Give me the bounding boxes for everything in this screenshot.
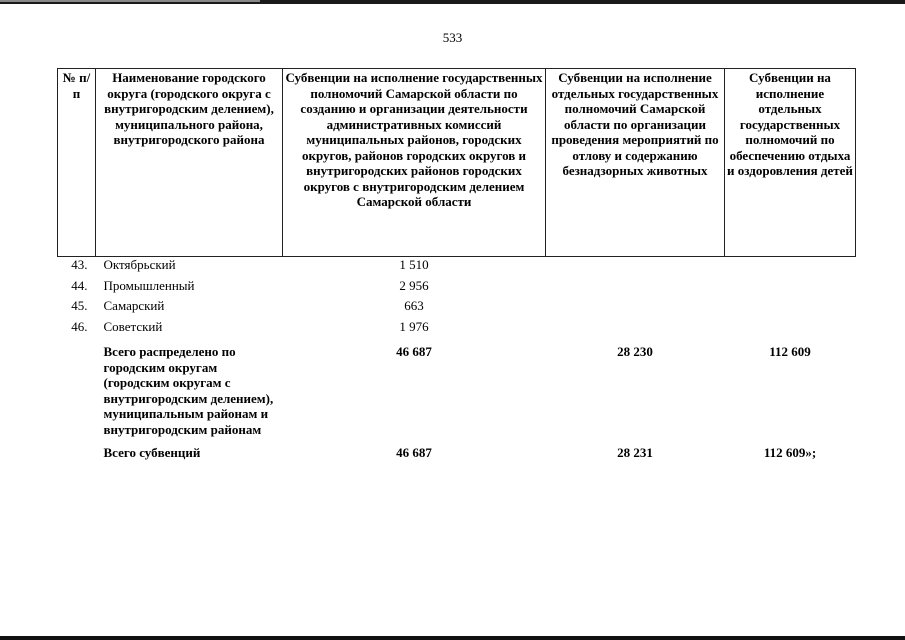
page-number: 533 — [442, 30, 463, 45]
row-col3 — [725, 319, 856, 340]
subventions-table — [57, 68, 856, 466]
header-num: № п/п — [58, 69, 96, 257]
row-col1: 1 976 — [399, 318, 429, 334]
row-col3 — [725, 278, 856, 299]
row-col2 — [546, 319, 725, 340]
row-name: Промышленный — [103, 277, 195, 293]
total-distributed-label: Всего распределено по городским округам (городским округам с внутригородским делением), муниципальным районам и внутригородским районам — [103, 344, 274, 437]
table-row — [58, 319, 856, 340]
total-distributed-col3: 112 609 — [769, 344, 811, 359]
table-header-row — [58, 69, 856, 257]
header-admin-commissions: Субвенции на исполнение государственных полномочий Самарской области по созданию и организации деятельности административных комиссий муниципальных районов, городских округов, районов городских округов и внутригородских районов городских округов с внутригородским делением Самарской области — [283, 69, 546, 257]
row-col1: 1 510 — [399, 257, 429, 272]
scan-border-bottom — [0, 636, 905, 640]
row-name: Советский — [103, 318, 163, 334]
total-distributed-row — [58, 339, 856, 437]
header-children-recreation: Субвенции на исполнение отдельных государственных полномочий по обеспечению отдыха и оздоровления детей — [725, 69, 856, 257]
table-row — [58, 278, 856, 299]
total-subventions-col3: 112 609»; — [763, 445, 817, 460]
row-col2 — [546, 278, 725, 299]
total-subventions-row — [58, 437, 856, 466]
table-row — [58, 257, 856, 278]
total-subventions-col2: 28 231 — [617, 445, 653, 460]
scan-border-top — [0, 0, 905, 4]
row-num: 44. — [71, 277, 88, 293]
row-col2 — [546, 298, 725, 319]
row-col2 — [546, 257, 725, 278]
row-name: Самарский — [103, 298, 165, 313]
row-num: 46. — [71, 318, 88, 334]
row-name: Октябрьский — [103, 257, 176, 272]
table-row — [58, 298, 856, 319]
row-col3 — [725, 298, 856, 319]
row-col1: 663 — [404, 298, 424, 313]
row-col3 — [725, 257, 856, 278]
row-num: 43. — [71, 257, 88, 272]
total-subventions-col1: 46 687 — [396, 445, 432, 460]
header-stray-animals: Субвенции на исполнение отдельных государственных полномочий Самарской области по организации проведения мероприятий по отлову и содержанию безнадзорных животных — [546, 69, 725, 257]
row-num: 45. — [71, 298, 88, 313]
total-distributed-col2: 28 230 — [617, 344, 653, 359]
total-subventions-num — [58, 437, 96, 466]
total-distributed-num — [58, 339, 96, 437]
total-subventions-label: Всего субвенций — [103, 445, 201, 460]
row-col1: 2 956 — [399, 277, 429, 293]
header-name: Наименование городского округа (городского округа с внутригородским делением), муниципального района, внутригородского района — [96, 69, 283, 257]
total-distributed-col1: 46 687 — [396, 344, 432, 359]
